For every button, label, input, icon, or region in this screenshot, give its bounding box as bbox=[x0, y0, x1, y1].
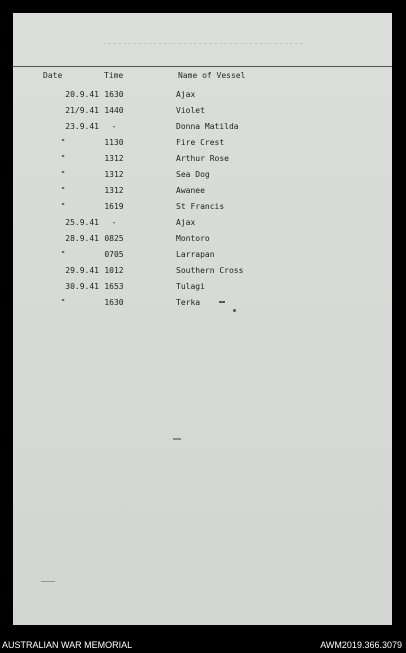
table-row bbox=[13, 154, 392, 169]
image-caption bbox=[0, 636, 406, 653]
row-vessel: Sea Dog bbox=[176, 170, 210, 179]
table-row bbox=[13, 202, 392, 217]
table-row bbox=[13, 218, 392, 233]
row-time: 0825 bbox=[104, 234, 124, 243]
ink-speck bbox=[173, 438, 181, 440]
row-vessel: Violet bbox=[176, 106, 205, 115]
row-vessel: Larrapan bbox=[176, 250, 215, 259]
row-vessel: Arthur Rose bbox=[176, 154, 229, 163]
table-row bbox=[13, 298, 392, 313]
row-time: 1619 bbox=[104, 202, 124, 211]
table-row bbox=[13, 186, 392, 201]
row-vessel: Terka bbox=[176, 298, 201, 307]
faded-title-line bbox=[103, 43, 303, 50]
row-date: 21/9.41 bbox=[65, 106, 99, 115]
document-page bbox=[13, 13, 392, 625]
row-vessel: Ajax bbox=[176, 90, 196, 99]
row-date: 28.9.41 bbox=[65, 234, 99, 243]
row-time: 0705 bbox=[104, 250, 124, 259]
table-row bbox=[13, 122, 392, 137]
row-vessel: Southern Cross bbox=[176, 266, 244, 275]
row-date: " bbox=[60, 298, 66, 307]
row-date: " bbox=[60, 202, 66, 211]
row-date: " bbox=[60, 170, 66, 179]
row-date: 30.9.41 bbox=[65, 282, 99, 291]
row-date: " bbox=[60, 154, 66, 163]
row-time: - bbox=[111, 218, 117, 227]
column-header-vessel: Name of Vessel bbox=[178, 71, 246, 80]
table-row bbox=[13, 250, 392, 265]
caption-accession-number: AWM2019.366.3079 bbox=[320, 640, 402, 650]
row-time: 1312 bbox=[104, 170, 124, 179]
ink-speck bbox=[41, 581, 55, 582]
row-vessel: Awanee bbox=[176, 186, 205, 195]
caption-institution: AUSTRALIAN WAR MEMORIAL bbox=[2, 640, 133, 650]
row-vessel: Tulagi bbox=[176, 282, 205, 291]
row-time: - bbox=[111, 122, 117, 131]
column-header-date: Date bbox=[43, 71, 63, 80]
row-time: 1440 bbox=[104, 106, 124, 115]
row-vessel: Donna Matilda bbox=[176, 122, 239, 131]
row-vessel: St Francis bbox=[176, 202, 225, 211]
row-time: 1130 bbox=[104, 138, 124, 147]
row-vessel: Montoro bbox=[176, 234, 210, 243]
table-row bbox=[13, 282, 392, 297]
table-row bbox=[13, 170, 392, 185]
ink-speck bbox=[219, 301, 225, 303]
column-header-time: Time bbox=[104, 71, 124, 80]
table-row bbox=[13, 138, 392, 153]
row-date: " bbox=[60, 250, 66, 259]
row-date: " bbox=[60, 186, 66, 195]
row-time: 1630 bbox=[104, 90, 124, 99]
table-row bbox=[13, 106, 392, 121]
row-time: 1653 bbox=[104, 282, 124, 291]
row-date: 23.9.41 bbox=[65, 122, 99, 131]
header-rule bbox=[13, 66, 392, 67]
row-time: 1630 bbox=[104, 298, 124, 307]
row-date: " bbox=[60, 138, 66, 147]
ink-speck bbox=[233, 309, 236, 312]
row-date: 25.9.41 bbox=[65, 218, 99, 227]
table-row bbox=[13, 234, 392, 249]
table-row bbox=[13, 90, 392, 105]
row-vessel: Ajax bbox=[176, 218, 196, 227]
row-time: 1312 bbox=[104, 154, 124, 163]
row-date: 29.9.41 bbox=[65, 266, 99, 275]
row-time: 1312 bbox=[104, 186, 124, 195]
row-vessel: Fire Crest bbox=[176, 138, 225, 147]
table-row bbox=[13, 266, 392, 281]
row-date: 20.9.41 bbox=[65, 90, 99, 99]
row-time: 1012 bbox=[104, 266, 124, 275]
